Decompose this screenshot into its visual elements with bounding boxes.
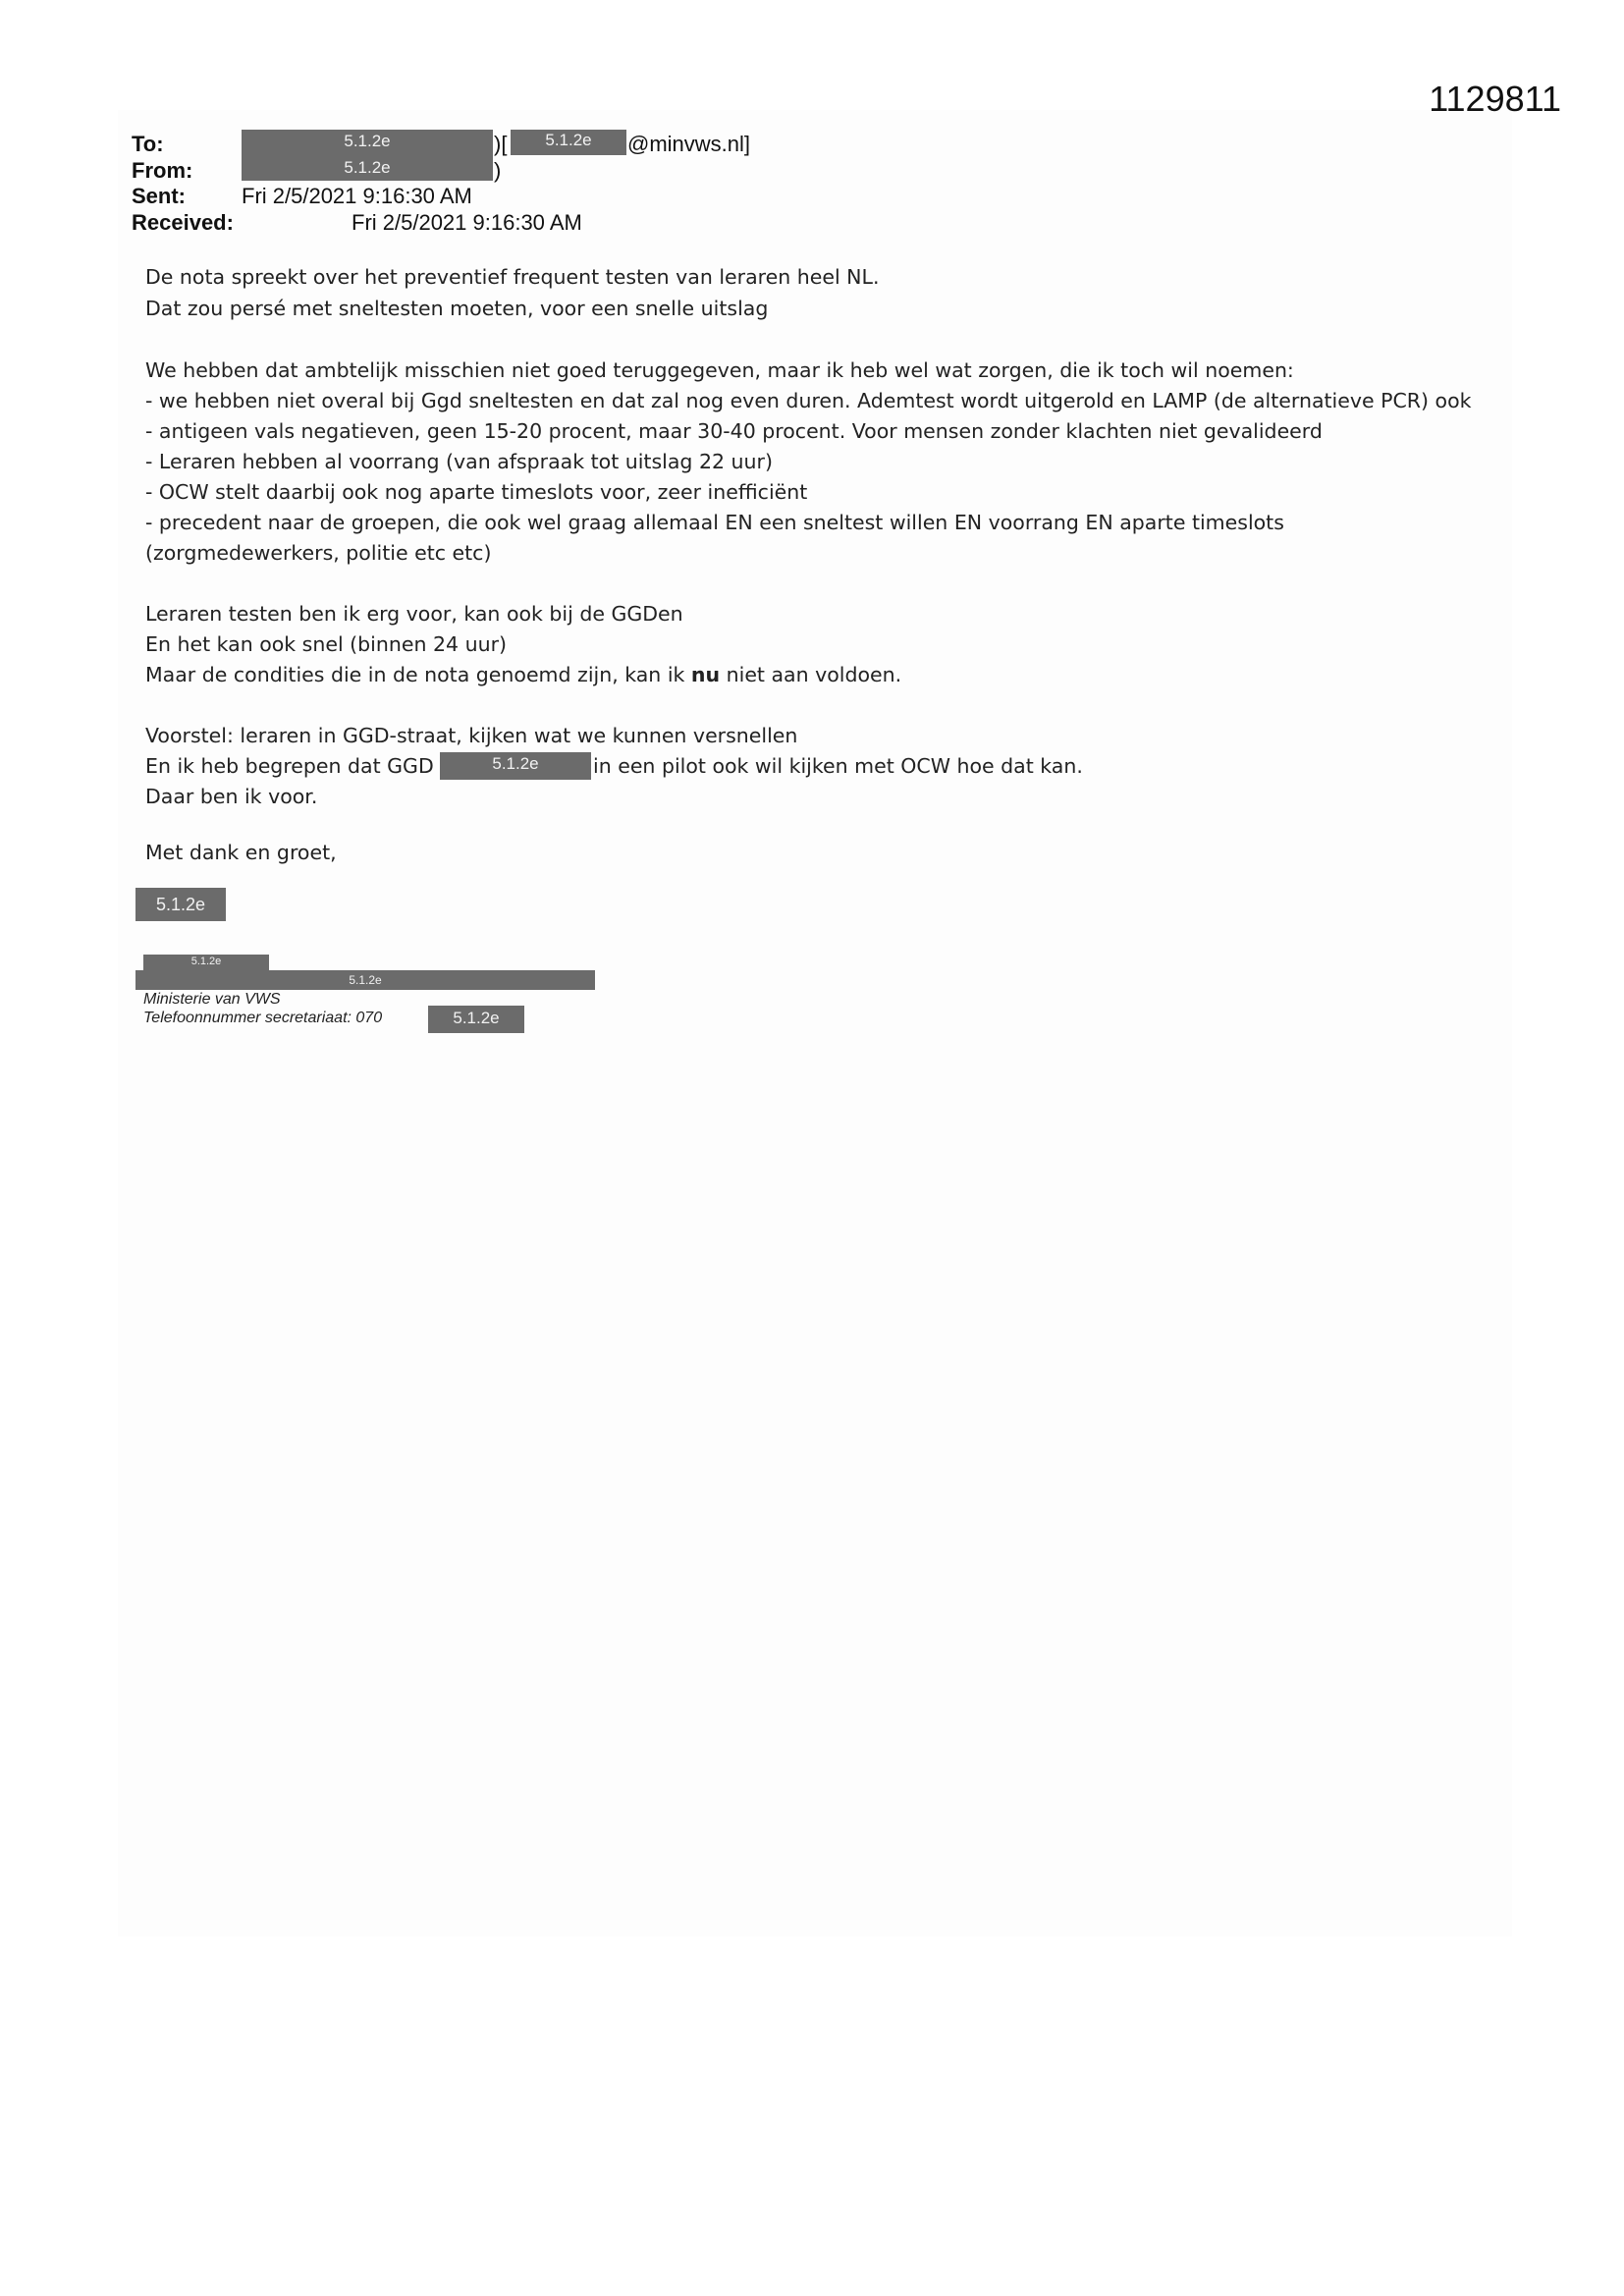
redaction-from-name: 5.1.2e bbox=[242, 157, 493, 181]
redaction-sender-name: 5.1.2e bbox=[135, 888, 226, 921]
body-line: in een pilot ook wil kijken met OCW hoe dat kan. bbox=[593, 754, 1083, 778]
body-line: - antigeen vals negatieven, geen 15-20 procent, maar 30-40 procent. Voor mensen zonder klachten niet gevalideerd bbox=[145, 419, 1323, 443]
body-line: - Leraren hebben al voorrang (van afspraak tot uitslag 22 uur) bbox=[145, 450, 773, 473]
redaction-signature-department: 5.1.2e bbox=[135, 970, 595, 990]
redaction-signature-title: 5.1.2e bbox=[143, 955, 269, 978]
received-label: Received: bbox=[132, 210, 234, 235]
redaction-ggd-region: 5.1.2e bbox=[440, 752, 591, 780]
signature-phone-label: Telefoonnummer secretariaat: 070 bbox=[143, 1010, 383, 1026]
from-label: From: bbox=[132, 158, 193, 183]
body-line: En ik heb begrepen dat GGD bbox=[145, 754, 434, 778]
sent-label: Sent: bbox=[132, 184, 186, 208]
body-line: Voorstel: leraren in GGD-straat, kijken wat we kunnen versnellen bbox=[145, 724, 798, 747]
to-email-suffix: @minvws.nl] bbox=[627, 132, 751, 156]
body-line: Daar ben ik voor. bbox=[145, 785, 318, 808]
redaction-to-name: 5.1.2e bbox=[242, 130, 493, 157]
body-line: De nota spreekt over het preventief frequent testen van leraren heel NL. bbox=[145, 265, 880, 289]
sent-value: Fri 2/5/2021 9:16:30 AM bbox=[242, 184, 472, 208]
body-line: - precedent naar de groepen, die ook wel graag allemaal EN een sneltest willen EN voorrang EN aparte timeslots bbox=[145, 511, 1284, 534]
from-close: ) bbox=[494, 158, 502, 183]
redaction-phone-number: 5.1.2e bbox=[428, 1006, 524, 1033]
received-value: Fri 2/5/2021 9:16:30 AM bbox=[352, 210, 582, 235]
to-close: )[ bbox=[494, 132, 508, 156]
emphasis-nu: nu bbox=[690, 663, 721, 686]
email-body bbox=[145, 265, 1520, 894]
body-line: Leraren testen ben ik erg voor, kan ook bij de GGDen bbox=[145, 602, 683, 626]
body-line: Dat zou persé met sneltesten moeten, voor een snelle uitslag bbox=[145, 297, 769, 320]
redaction-to-email: 5.1.2e bbox=[511, 130, 626, 155]
signature-ministry: Ministerie van VWS bbox=[143, 991, 281, 1008]
to-label: To: bbox=[132, 132, 164, 156]
body-line: Maar de condities die in de nota genoemd zijn, kan ik nu niet aan voldoen. bbox=[145, 663, 902, 686]
body-line: - OCW stelt daarbij ook nog aparte timeslots voor, zeer inefficiënt bbox=[145, 480, 808, 504]
body-line: - we hebben niet overal bij Ggd sneltesten en dat zal nog even duren. Ademtest wordt uitgerold en LAMP (de alternatieve PCR) ook bbox=[145, 389, 1472, 412]
body-line: (zorgmedewerkers, politie etc etc) bbox=[145, 541, 492, 565]
closing-line: Met dank en groet, bbox=[145, 841, 337, 864]
body-line: We hebben dat ambtelijk misschien niet goed teruggegeven, maar ik heb wel wat zorgen, die ik toch wil noemen: bbox=[145, 358, 1294, 382]
body-line: En het kan ook snel (binnen 24 uur) bbox=[145, 632, 507, 656]
document-number: 1129811 bbox=[1429, 79, 1561, 119]
